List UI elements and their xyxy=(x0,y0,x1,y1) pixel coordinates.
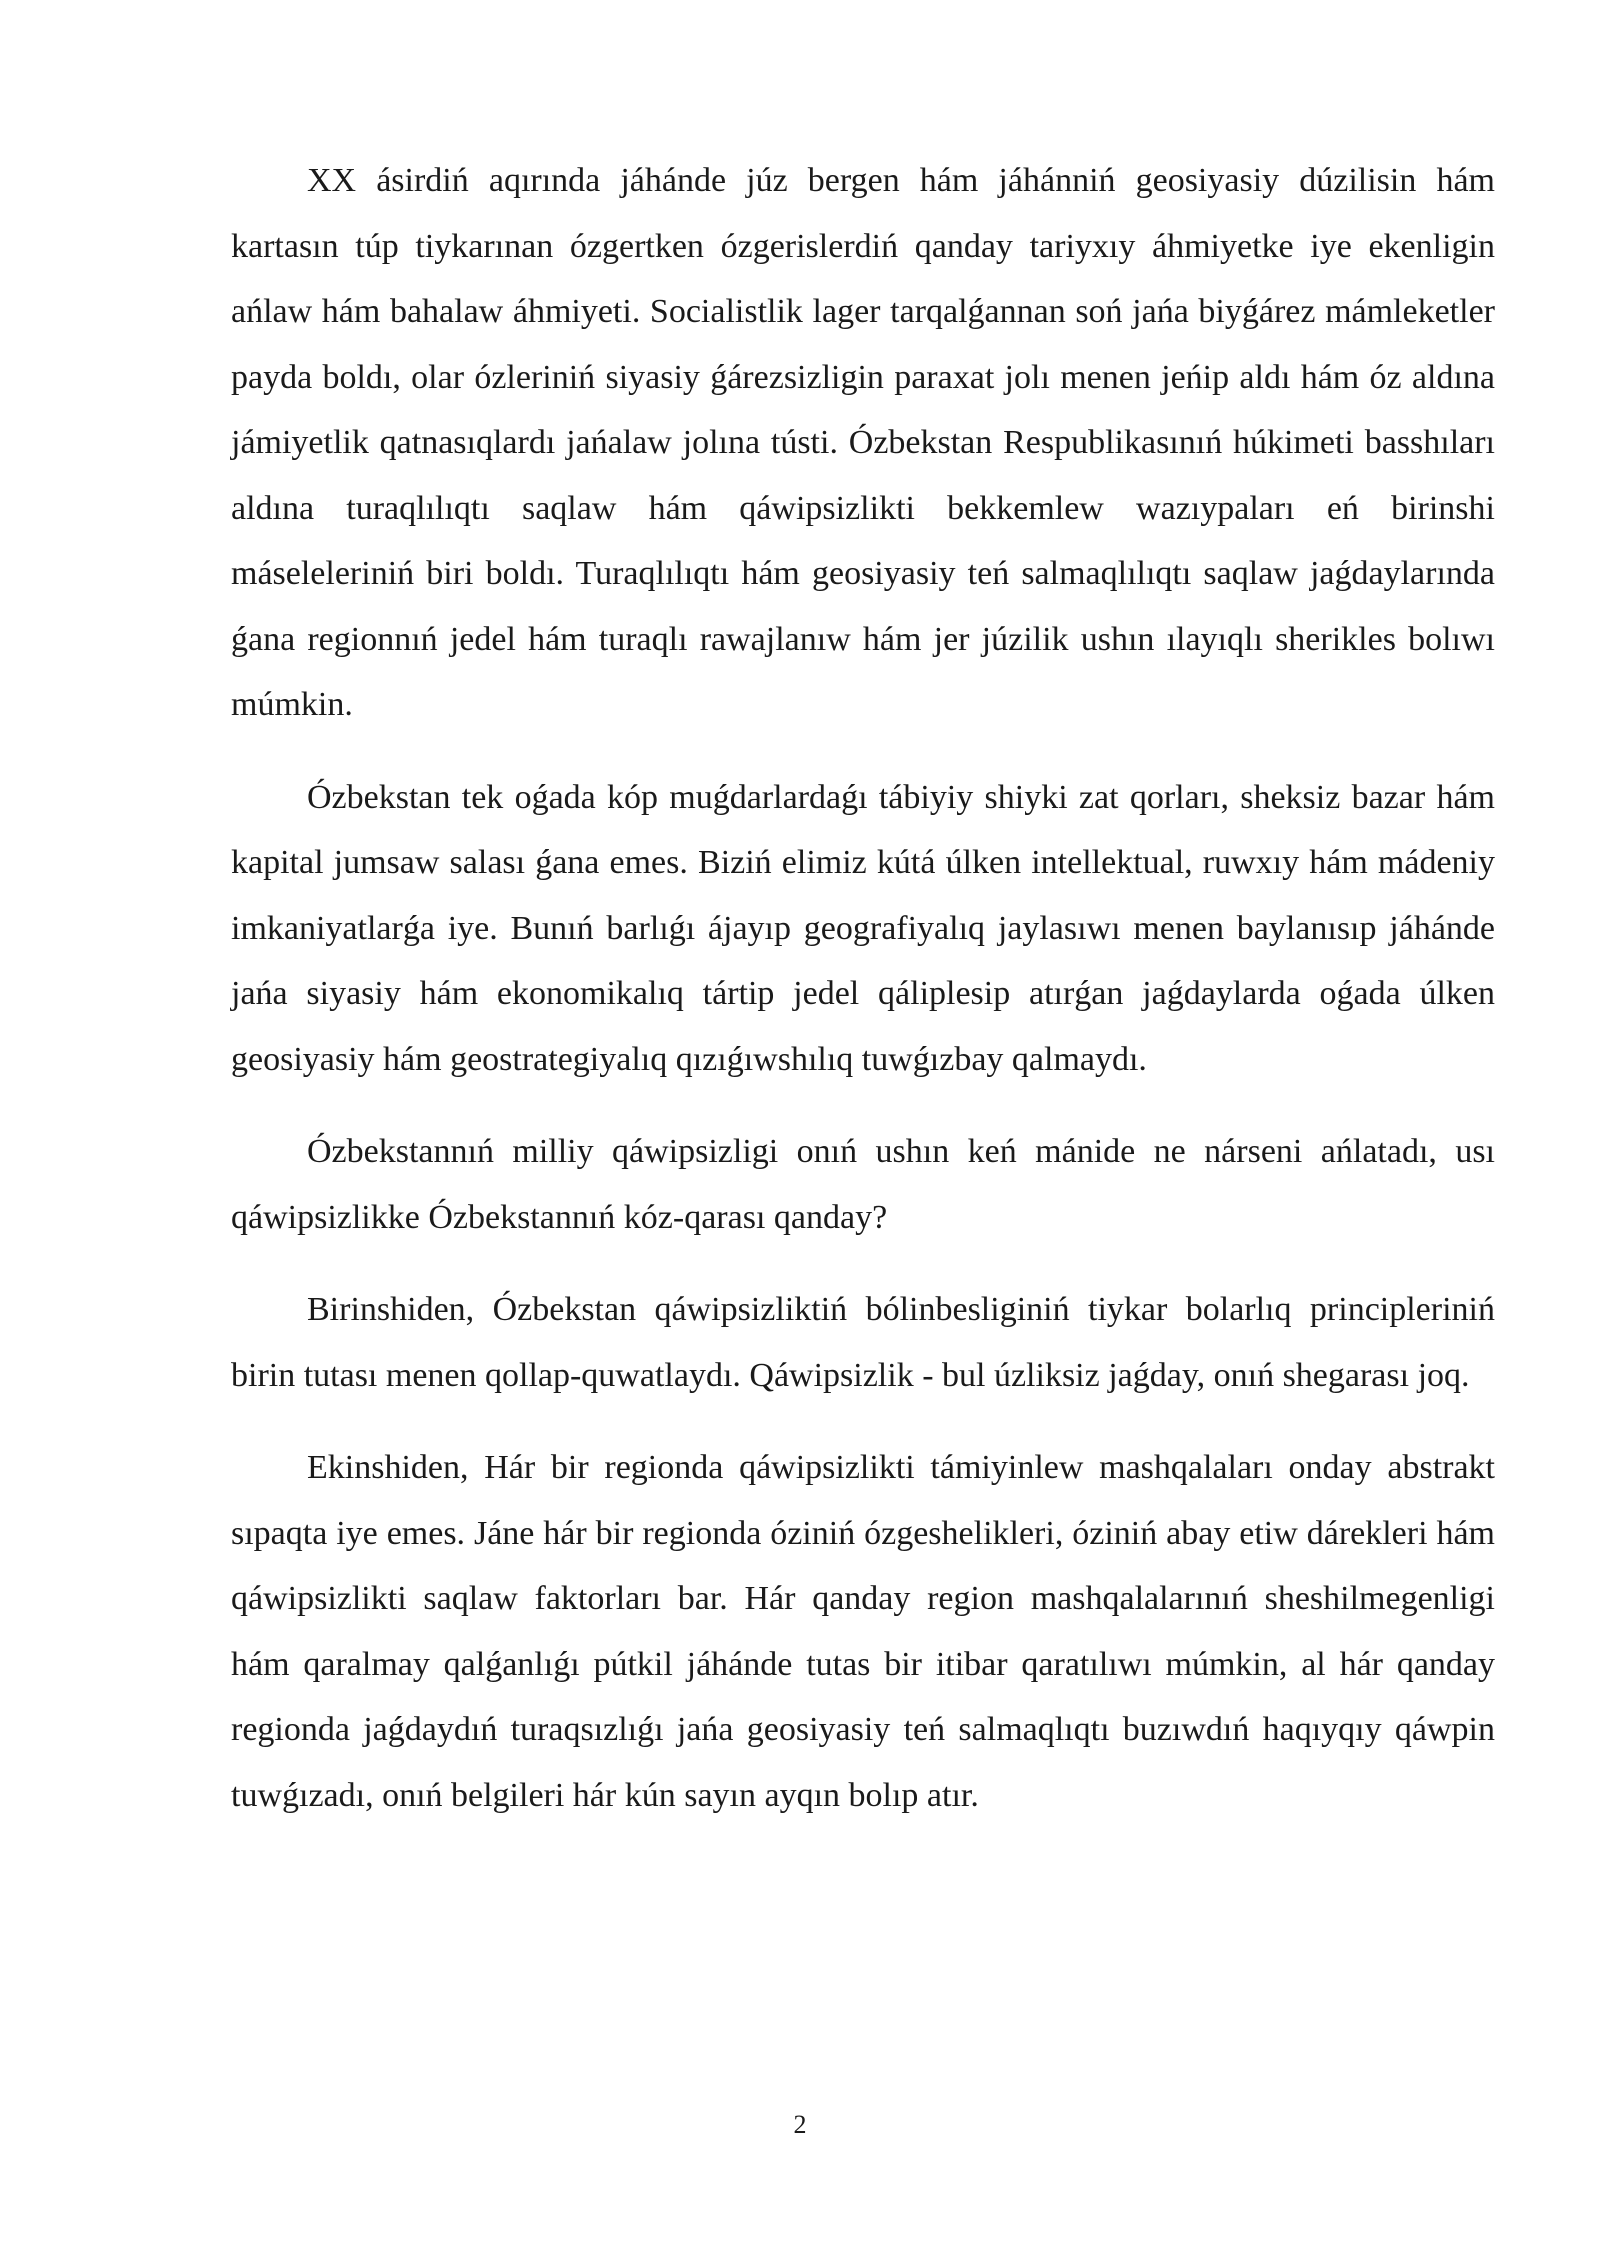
page-number: 2 xyxy=(793,2110,807,2139)
document-body xyxy=(231,148,1495,1828)
paragraph-4: Birinshiden, Ózbekstan qáwipsizliktiń bólinbesliginiń tiykar bolarlıq principleriniń birin tutası menen qollap-quwatlaydı. Qáwipsizlik - bul úzliksiz jaǵday, onıń shegarası joq. xyxy=(231,1291,1495,1394)
paragraph-3: Ózbekstannıń milliy qáwipsizligi onıń ushın keń mánide ne nárseni ańlatadı, usı qáwipsizlikke Ózbekstannıń kóz-qarası qanday? xyxy=(231,1133,1495,1236)
paragraph-1: XX ásirdiń aqırında jáhánde júz bergen hám jáhánniń geosiyasiy dúzilisin hám kartasın túp tiykarınan ózgertken ózgerislerdiń qanday tariyxıy áhmiyetke iye ekenligin ańlaw hám bahalaw áhmiyeti. Socialistlik lager tarqalǵannan soń jańa biyǵárez mámleketler payda boldı, olar ózleriniń siyasiy ǵárezsizligin paraxat jolı menen jeńip aldı hám óz aldına jámiyetlik qatnasıqlardı jańalaw jolına tústi. Ózbekstan Respublikasınıń húkimeti basshıları aldına turaqlılıqtı saqlaw hám qáwipsizlikti bekkemlew wazıypaları eń birinshi máseleleriniń biri boldı. Turaqlılıqtı hám geosiyasiy teń salmaqlılıqtı saqlaw jaǵdaylarında ǵana regionnıń jedel hám turaqlı rawajlanıw hám jer júzilik ushın ılayıqlı sherikles bolıwı múmkin. xyxy=(231,162,1495,723)
paragraph-2: Ózbekstan tek oǵada kóp muǵdarlardaǵı tábiyiy shiyki zat qorları, sheksiz bazar hám kapital jumsaw salası ǵana emes. Biziń elimiz kútá úlken intellektual, ruwxıy hám mádeniy imkaniyatlarǵa iye. Bunıń barlıǵı ájayıp geografiyalıq jaylasıwı menen baylanısıp jáhánde jańa siyasiy hám ekonomikalıq tártip jedel qáliplesip atırǵan jaǵdaylarda oǵada úlken geosiyasiy hám geostrategiyalıq qızıǵıwshılıq tuwǵızbay qalmaydı. xyxy=(231,778,1495,1078)
paragraph-5: Ekinshiden, Hár bir regionda qáwipsizlikti támiyinlew mashqalaları onday abstrakt sıpaqta iye emes. Jáne hár bir regionda óziniń ózgeshelikleri, óziniń abay etiw dárekleri hám qáwipsizlikti saqlaw faktorları bar. Hár qanday region mashqalalarınıń sheshilmegenligi hám qaralmay qalǵanlıǵı pútkil jáhánde tutas bir itibar qaratılıwı múmkin, al hár qanday regionda jaǵdaydıń turaqsızlıǵı jańa geosiyasiy teń salmaqlıqtı buzıwdıń haqıyqıy qáwpin tuwǵızadı, onıń belgileri hár kún sayın ayqın bolıp atır. xyxy=(231,1449,1495,1814)
